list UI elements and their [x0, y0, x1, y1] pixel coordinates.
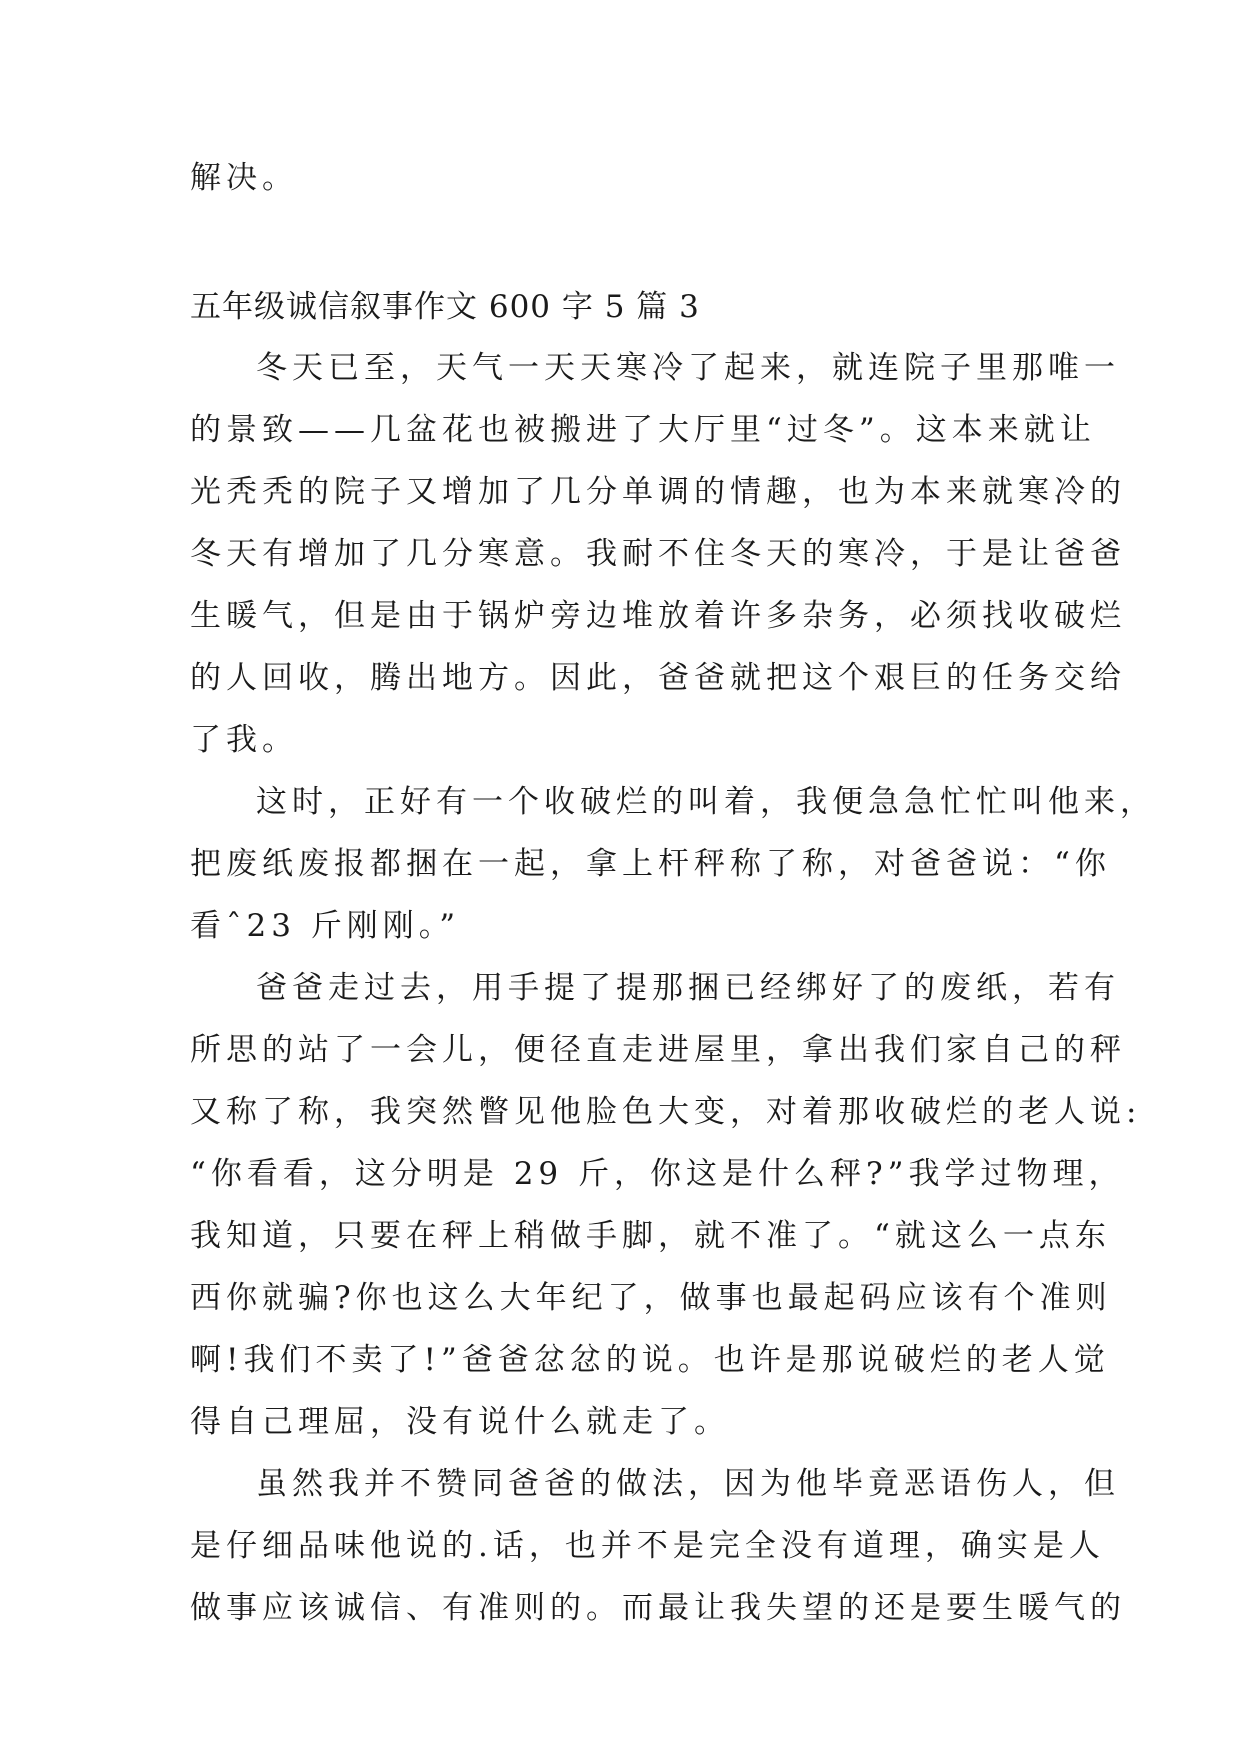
- text-line: 的人回收，腾出地方。因此，爸爸就把这个艰巨的任务交给: [190, 660, 1126, 696]
- text-line: 了我。: [190, 722, 298, 758]
- text-line: 又称了称，我突然瞥见他脸色大变，对着那收破烂的老人说:: [190, 1094, 1142, 1130]
- text-line: 爸爸走过去，用手提了提那捆已经绑好了的废纸，若有: [256, 970, 1120, 1006]
- text-line: 看ˆ23 斤刚刚。”: [190, 908, 461, 944]
- text-line: 得自己理屈，没有说什么就走了。: [190, 1404, 730, 1440]
- text-line: 冬天有增加了几分寒意。我耐不住冬天的寒冷，于是让爸爸: [190, 536, 1126, 572]
- text-line: 是仔细品味他说的.话，也并不是完全没有道理，确实是人: [190, 1528, 1105, 1564]
- text-line: “你看看，这分明是 29 斤，你这是什么秤?”我学过物理，: [190, 1156, 1125, 1192]
- text-line: 这时，正好有一个收破烂的叫着，我便急急忙忙叫他来，: [256, 784, 1156, 820]
- text-line: 冬天已至，天气一天天寒冷了起来，就连院子里那唯一: [256, 350, 1120, 386]
- text-line: 所思的站了一会儿，便径直走进屋里，拿出我们家自己的秤: [190, 1032, 1126, 1068]
- text-line: 我知道，只要在秤上稍做手脚，就不准了。“就这么一点东: [190, 1218, 1111, 1254]
- essay-title: 五年级诚信叙事作文 600 字 5 篇 3: [190, 289, 700, 325]
- text-line: 解决。: [190, 160, 298, 196]
- text-line: 光秃秃的院子又增加了几分单调的情趣，也为本来就寒冷的: [190, 474, 1126, 510]
- text-line: 啊!我们不卖了!”爸爸忿忿的说。也许是那说破烂的老人觉: [190, 1342, 1110, 1378]
- text-line: 把废纸废报都捆在一起，拿上杆秤称了称，对爸爸说：“你: [190, 846, 1111, 882]
- text-line: 的景致——几盆花也被搬进了大厅里“过冬”。这本来就让: [190, 412, 1096, 448]
- text-line: 生暖气，但是由于锅炉旁边堆放着许多杂务，必须找收破烂: [190, 598, 1126, 634]
- text-line: 虽然我并不赞同爸爸的做法，因为他毕竟恶语伤人，但: [256, 1466, 1120, 1502]
- text-line: 西你就骗?你也这么大年纪了，做事也最起码应该有个准则: [190, 1280, 1112, 1316]
- text-line: 做事应该诚信、有准则的。而最让我失望的还是要生暖气的: [190, 1590, 1126, 1626]
